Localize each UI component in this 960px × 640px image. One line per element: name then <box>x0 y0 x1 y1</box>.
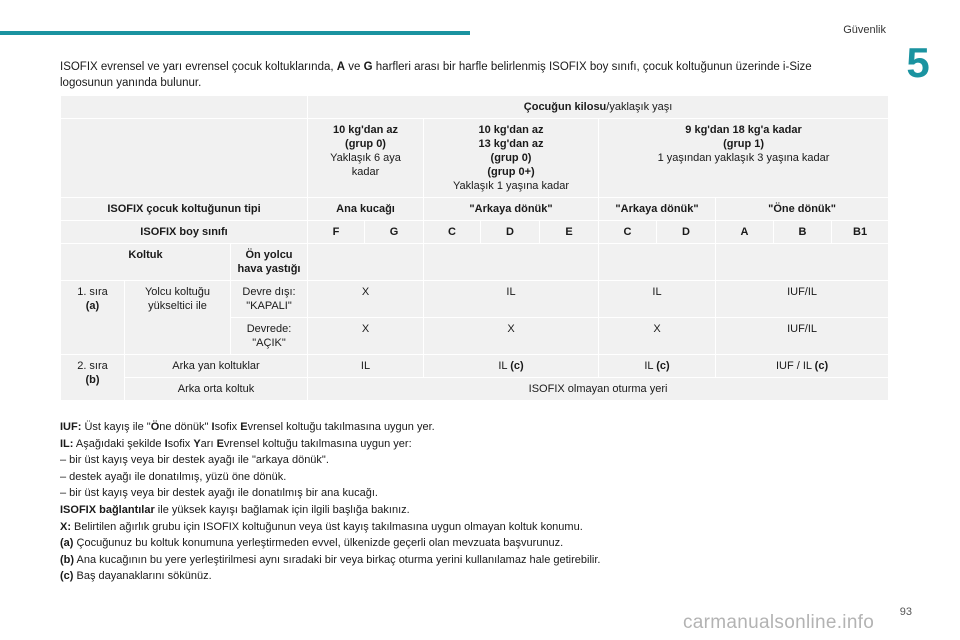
value-cell: IUF / IL (c) <box>716 355 889 378</box>
row1-label: 1. sıra (a) <box>61 281 125 355</box>
row2-center-value: ISOFIX olmayan oturma yeri <box>308 378 889 401</box>
type-cell: Ana kucağı <box>308 198 424 221</box>
weight-title-cell: Çocuğun kilosu/yaklaşık yaşı <box>308 96 889 119</box>
empty-cell <box>716 244 889 281</box>
empty-cell <box>61 96 308 119</box>
size-cell: C <box>599 221 657 244</box>
size-cell: A <box>716 221 774 244</box>
value-cell: X <box>424 318 599 355</box>
page-number: 93 <box>899 606 912 618</box>
group-0plus-cell: 10 kg'dan az 13 kg'dan az (grup 0) (grup 0+) Yaklaşık 1 yaşına kadar <box>424 119 599 198</box>
value-cell: IUF/IL <box>716 281 889 318</box>
weight-header-row <box>61 96 889 119</box>
type-cell: "Öne dönük" <box>716 198 889 221</box>
size-cell: E <box>540 221 599 244</box>
row2-side-label: Arka yan koltuklar <box>125 355 308 378</box>
row1-seat: Yolcu koltuğu yükseltici ile <box>125 281 231 355</box>
note-x: X: Belirtilen ağırlık grubu için ISOFIX koltuğunun veya üst kayış takılmasına uygun olmayan koltuk konumu. <box>60 520 583 533</box>
value-cell: IUF/IL <box>716 318 889 355</box>
note-bullet: – bir üst kayış veya bir destek ayağı ile "arkaya dönük". <box>60 454 329 467</box>
legend-notes <box>60 419 880 585</box>
airbag-on: Devrede: "AÇIK" <box>231 318 308 355</box>
note-a: (a) Çocuğunuz bu koltuk konumuna yerleştirmeden evvel, ülkenizde geçerli olan mevzuata başvurunuz. <box>60 537 564 550</box>
value-cell: IL (c) <box>424 355 599 378</box>
type-cell: "Arkaya dönük" <box>599 198 716 221</box>
note-il: IL: Aşağıdaki şekilde Isofix Yarı Evrensel koltuğu takılmasına uygun yer: <box>60 437 412 450</box>
note-bullet: – destek ayağı ile donatılmış, yüzü öne dönük. <box>60 470 287 483</box>
row2-center <box>61 378 889 401</box>
group-1-cell: 9 kg'dan 18 kg'a kadar (grup 1) 1 yaşından yaklaşık 3 yaşına kadar <box>599 119 889 198</box>
size-cell: G <box>365 221 424 244</box>
isofix-seat-table <box>60 95 889 401</box>
type-label: ISOFIX çocuk koltuğunun tipi <box>61 198 308 221</box>
size-row <box>61 221 889 244</box>
size-cell: C <box>424 221 481 244</box>
note-links: ISOFIX bağlantılar ile yüksek kayışı bağlamak için ilgili başlığa bakınız. <box>60 503 410 516</box>
header-accent-bar <box>0 31 470 35</box>
empty-cell <box>424 244 599 281</box>
group-row <box>61 119 889 198</box>
size-cell: B <box>774 221 832 244</box>
watermark: carmanualsonline.info <box>683 612 875 633</box>
empty-cell <box>61 119 308 198</box>
value-cell: IL (c) <box>599 355 716 378</box>
note-bullet: – bir üst kayış veya bir destek ayağı ile donatılmış bir ana kucağı. <box>60 487 378 500</box>
value-cell: X <box>599 318 716 355</box>
note-iuf: IUF: Üst kayış ile "Öne dönük" Isofix Evrensel koltuğu takılmasına uygun yer. <box>60 421 435 433</box>
empty-cell <box>308 244 424 281</box>
type-cell: "Arkaya dönük" <box>424 198 599 221</box>
note-c: (c) Baş dayanaklarını sökünüz. <box>60 570 212 583</box>
airbag-label: Ön yolcu hava yastığı <box>231 244 308 281</box>
type-row <box>61 198 889 221</box>
size-cell: D <box>481 221 540 244</box>
size-cell: D <box>657 221 716 244</box>
empty-cell <box>599 244 716 281</box>
seat-header-row <box>61 244 889 281</box>
seat-label: Koltuk <box>61 244 231 281</box>
value-cell: IL <box>424 281 599 318</box>
size-label: ISOFIX boy sınıfı <box>61 221 308 244</box>
size-cell: F <box>308 221 365 244</box>
size-cell: B1 <box>832 221 889 244</box>
note-b: (b) Ana kucağının bu yere yerleştirilmesi aynı sıradaki bir veya birkaç oturma yerini kullanılamaz hale getirebilir. <box>60 553 601 566</box>
airbag-off: Devre dışı: "KAPALI" <box>231 281 308 318</box>
section-title: Güvenlik <box>843 24 886 36</box>
value-cell: X <box>308 318 424 355</box>
value-cell: X <box>308 281 424 318</box>
group-0-cell: 10 kg'dan az (grup 0) Yaklaşık 6 aya kadar <box>308 119 424 198</box>
value-cell: IL <box>599 281 716 318</box>
intro-paragraph: ISOFIX evrensel ve yarı evrensel çocuk koltuklarında, A ve G harfleri arası bir harfle belirlenmiş ISOFIX boy sınıfı, çocuk koltuğunun üzerinde i-Size logosunun yanında bulunur. <box>60 61 812 89</box>
row2-side <box>61 355 889 378</box>
row2-center-label: Arka orta koltuk <box>125 378 308 401</box>
row2-label: 2. sıra (b) <box>61 355 125 401</box>
row1-off <box>61 281 889 318</box>
chapter-number: 5 <box>906 39 930 86</box>
value-cell: IL <box>308 355 424 378</box>
